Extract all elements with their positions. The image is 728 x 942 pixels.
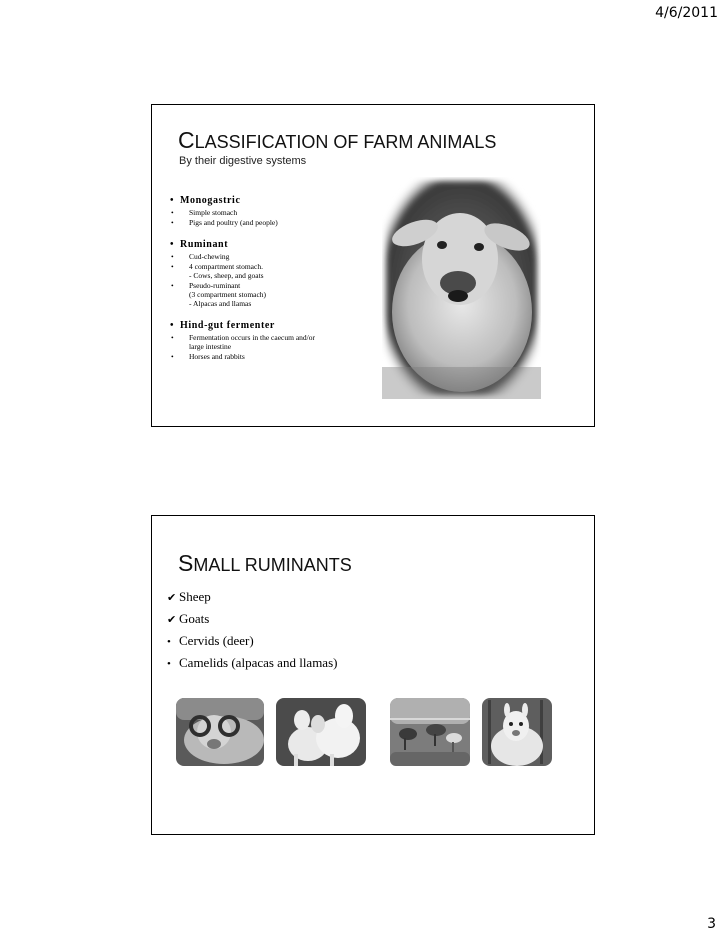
bullet-icon: •	[167, 636, 171, 648]
item-text: Cud-chewing	[189, 252, 230, 261]
item-text: Goats	[179, 611, 210, 626]
item-text: Sheep	[179, 589, 211, 604]
item-text: Camelids (alpacas and llamas)	[179, 655, 338, 670]
item-text: Cervids (deer)	[179, 633, 254, 648]
checkmark-icon: ✔	[167, 592, 177, 604]
page-number: 3	[707, 916, 716, 932]
title-rest: MALL RUMINANTS	[193, 555, 352, 575]
slide-classification	[151, 104, 595, 427]
item-text: - Alpacas and llamas	[189, 299, 252, 308]
group-heading: • Ruminant	[170, 239, 229, 250]
item-text: large intestine	[189, 342, 232, 351]
goats-photo-icon	[274, 696, 368, 768]
checkmark-icon: ✔	[167, 614, 177, 626]
header-date: 4/6/2011	[655, 5, 718, 21]
item-text: Pseudo-ruminant	[189, 281, 241, 290]
ruminant-list	[167, 586, 337, 674]
item-text: Pigs and poultry (and people)	[189, 218, 278, 227]
group-heading-text: Monogastric	[180, 195, 241, 206]
list-group	[170, 238, 375, 308]
item-text: (3 compartment stomach)	[189, 290, 267, 299]
list-item: • Simple stomach	[170, 208, 375, 217]
slide-title	[178, 127, 496, 154]
list-item: • Horses and rabbits	[170, 352, 375, 361]
title-initial: C	[178, 127, 195, 153]
ram-photo-icon	[174, 696, 266, 768]
list-item: • Fermentation occurs in the caecum and/or large intestine	[170, 333, 375, 351]
sheep-photo-icon	[382, 177, 541, 399]
group-heading-text: Hind-gut fermenter	[180, 320, 275, 331]
group-heading: • Hind-gut fermenter	[170, 320, 275, 331]
slide-title	[178, 550, 352, 577]
bullet-icon: •	[167, 658, 171, 670]
list-item: • 4 compartment stomach. - Cows, sheep, and goats	[170, 262, 375, 280]
list-item: • Pigs and poultry (and people)	[170, 218, 375, 227]
deer-photo-icon	[388, 696, 472, 768]
digestive-list	[170, 194, 375, 372]
list-item	[167, 652, 337, 674]
alpaca-photo-icon	[480, 696, 554, 768]
item-text: 4 compartment stomach.	[189, 262, 263, 271]
item-text: Simple stomach	[189, 208, 238, 217]
list-group	[170, 194, 375, 227]
slide-subtitle: By their digestive systems	[179, 155, 307, 167]
group-heading-text: Ruminant	[180, 239, 229, 250]
group-heading: • Monogastric	[170, 195, 241, 206]
list-group	[170, 319, 375, 361]
list-item: • Cud-chewing	[170, 252, 375, 261]
item-text: Fermentation occurs in the caecum and/or	[189, 333, 315, 342]
title-initial: S	[178, 550, 194, 576]
slide-small-ruminants	[151, 515, 595, 835]
list-item	[167, 630, 337, 652]
title-rest: LASSIFICATION OF FARM ANIMALS	[194, 132, 497, 152]
list-item	[167, 586, 337, 608]
list-item	[167, 608, 337, 630]
item-text: Horses and rabbits	[189, 352, 245, 361]
item-text: - Cows, sheep, and goats	[189, 271, 264, 280]
list-item: • Pseudo-ruminant (3 compartment stomach) - Alpacas and llamas	[170, 281, 375, 308]
